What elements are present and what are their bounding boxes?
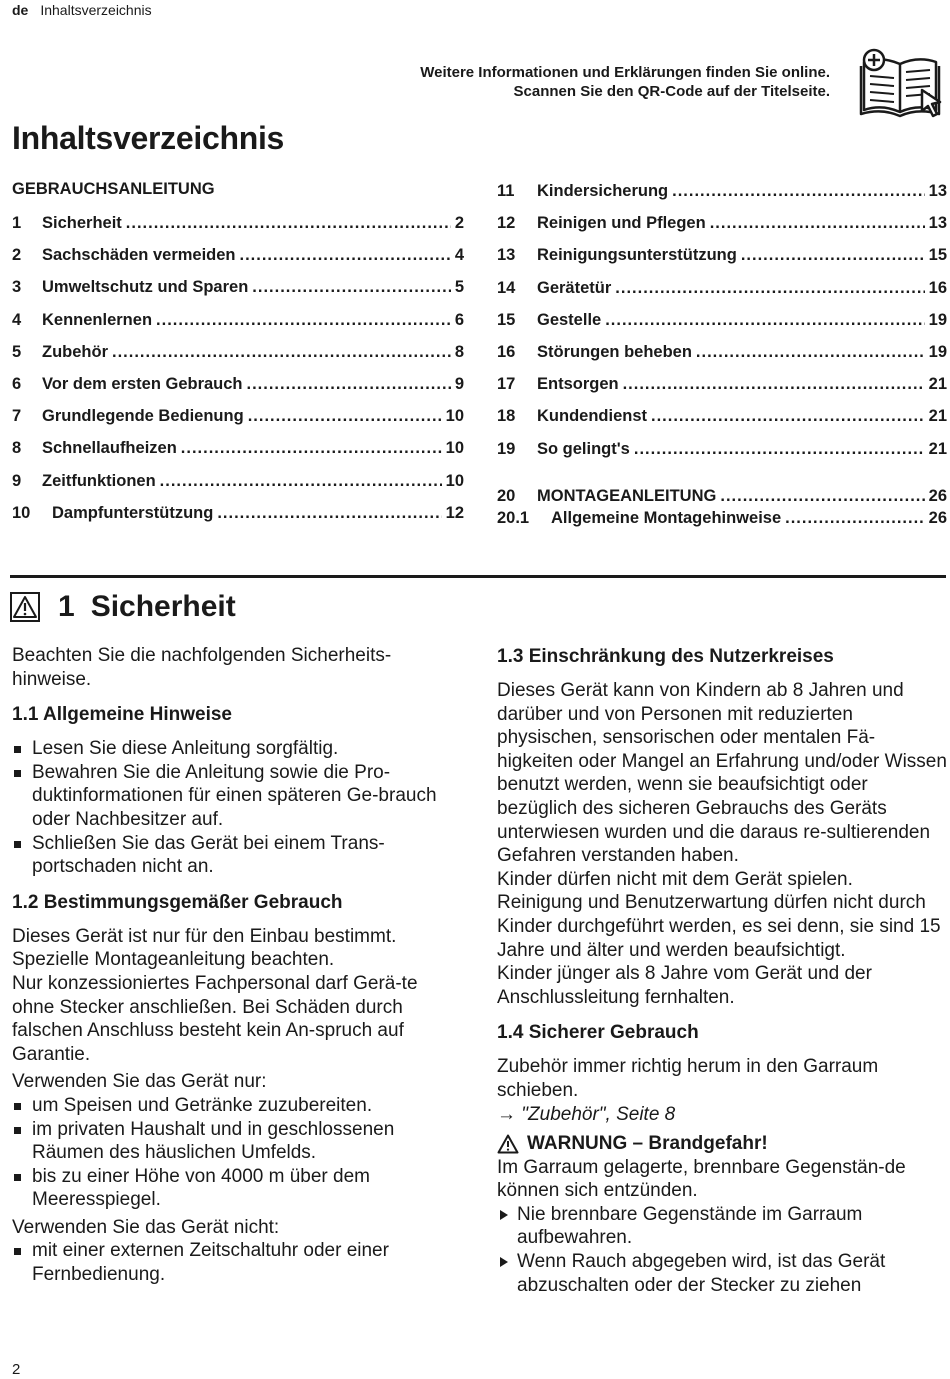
list-item: Bewahren Sie die Anleitung sowie die Pro-duktinformationen für einen späteren Ge-brauch oder Nachbesitzer auf. (12, 761, 457, 832)
toc-leader-dots (623, 375, 925, 394)
cross-reference-link[interactable]: → "Zubehör", Seite 8 (497, 1103, 676, 1125)
toc-entry-label: Kennenlernen (42, 310, 153, 329)
toc-entry[interactable] (497, 276, 947, 298)
toc-entry-label: Umweltschutz und Sparen (42, 278, 249, 297)
toc-entry-page: 10 (445, 407, 464, 426)
toc-entry-number: 5 (12, 342, 22, 361)
toc-entry-label: Kundendienst (537, 407, 647, 426)
toc-entry-page: 19 (928, 343, 947, 361)
toc-entry-label: Allgemeine Montagehinweise (551, 509, 782, 527)
toc-entry-number: 16 (497, 343, 516, 361)
warning-triangle-icon (10, 592, 40, 622)
toc-entry-number: 14 (497, 278, 516, 297)
toc-entry-page: 6 (454, 310, 464, 329)
paragraph: Kinder jünger als 8 Jahre vom Gerät und der Anschlussleitung fernhalten. (497, 963, 872, 1008)
warning-text: Im Garraum gelagerte, brennbare Gegenstän-de können sich entzünden. (497, 1156, 906, 1202)
list-item: Schließen Sie das Gerät bei einem Trans-portschaden nicht an. (12, 832, 457, 879)
toc-entry[interactable] (497, 404, 947, 426)
toc-entry[interactable] (497, 211, 947, 233)
list-use-only (12, 1094, 457, 1212)
toc-entry-number: 6 (12, 375, 22, 393)
toc-entry[interactable] (497, 372, 947, 394)
online-note-line2: Scannen Sie den QR-Code auf der Titelseite. (513, 83, 830, 100)
toc-entry-number: 1 (12, 214, 22, 232)
toc-leader-dots (126, 214, 451, 233)
toc-entry[interactable] (497, 179, 947, 201)
toc-entry-label: Störungen beheben (537, 343, 692, 361)
toc-leader-dots (710, 214, 925, 233)
toc-entry-label: Reinigungsunterstützung (537, 246, 737, 265)
toc-leader-dots (156, 311, 451, 330)
toc-entry[interactable] (12, 372, 464, 394)
toc-entry-label: MONTAGEANLEITUNG (537, 487, 717, 505)
paragraph: Dieses Gerät kann von Kindern ab 8 Jahren und darüber und von Personen mit reduzierten physischen, sensorischen oder mentalen Fä-higkeiten oder Mangel an Erfahrung und/oder Wissen benutzt werden, wenn sie beaufsichtigt oder bezüglich des sicheren Gebrauchs des Geräts unterwiesen wurden und die daraus re-sultierenden Gefahren verstanden haben. (497, 680, 947, 867)
toc-entry-page: 4 (454, 246, 464, 265)
toc-entry-page: 12 (445, 503, 464, 522)
paragraph: Verwenden Sie das Gerät nicht: (12, 1216, 280, 1238)
toc-entry-label: Gestelle (537, 310, 602, 329)
toc-leader-dots (720, 487, 924, 506)
toc-entry[interactable] (497, 506, 947, 528)
list-item: im privaten Haushalt und in geschlossenen Räumen des häuslichen Umfelds. (12, 1118, 457, 1165)
paragraph: Zubehör immer richtig herum in den Garraum schieben. (497, 1056, 879, 1101)
toc-entry[interactable] (12, 275, 464, 297)
toc-leader-dots (240, 246, 451, 265)
heading-1-3: 1.3 Einschränkung des Nutzerkreises (497, 646, 834, 667)
toc-entry-number: 11 (497, 182, 515, 200)
toc-entry[interactable] (12, 501, 464, 523)
toc-entry-number: 10 (12, 503, 31, 522)
heading-1-4: 1.4 Sicherer Gebrauch (497, 1022, 699, 1044)
toc-entry-number: 13 (497, 246, 516, 265)
heading-1-1: 1.1 Allgemeine Hinweise (12, 704, 232, 726)
warning-triangle-icon (497, 1134, 519, 1154)
toc-entry-number: 15 (497, 310, 516, 329)
toc-entry[interactable] (12, 436, 464, 458)
book-plus-icon (858, 48, 944, 120)
toc-entry-label: Grundlegende Bedienung (42, 407, 244, 426)
body-column-left (12, 644, 457, 1287)
toc-entry-number: 17 (497, 375, 516, 394)
toc-leader-dots (181, 439, 442, 458)
body-column-right (497, 645, 947, 1297)
toc-entry-label: Schnellaufheizen (42, 439, 177, 458)
list-item: um Speisen und Getränke zuzubereiten. (12, 1094, 457, 1118)
toc-entry-page: 15 (928, 246, 947, 265)
toc-entry[interactable] (12, 469, 464, 491)
list-general-notes (12, 737, 457, 879)
online-note-line1: Weitere Informationen und Erklärungen finden Sie online. (420, 64, 830, 81)
toc-entry-number: 20 (497, 487, 516, 505)
list-item: Lesen Sie diese Anleitung sorgfältig. (12, 737, 457, 761)
toc-entry-page: 10 (445, 471, 464, 490)
toc-entry-number: 7 (12, 407, 22, 426)
toc-entry-page: 10 (445, 439, 464, 458)
header-section: Inhaltsverzeichnis (40, 2, 152, 18)
toc-entry-page: 21 (928, 439, 947, 458)
language-code: de (12, 2, 29, 18)
toc-entry-label: Sicherheit (42, 214, 122, 232)
toc-entry[interactable] (497, 243, 947, 265)
toc-entry-page: 13 (928, 214, 947, 233)
toc-entry-label: Sachschäden vermeiden (42, 246, 236, 265)
toc-entry-label: Gerätetür (537, 278, 612, 297)
section-divider (10, 575, 946, 578)
toc-entry-number: 19 (497, 439, 516, 458)
warning-heading (497, 1132, 947, 1156)
toc-leader-dots (252, 278, 451, 297)
warning-title: WARNUNG – Brandgefahr! (527, 1133, 768, 1155)
toc-title: Inhaltsverzeichnis (12, 120, 285, 156)
toc-leader-dots (217, 504, 441, 523)
toc-entry-page: 19 (928, 310, 947, 329)
section-number: 1 (58, 590, 75, 623)
paragraph: Verwenden Sie das Gerät nur: (12, 1071, 267, 1093)
intro-text: Beachten Sie die nachfolgenden Sicherheits-hinweise. (12, 645, 392, 690)
list-do-not-use (12, 1239, 457, 1286)
toc-entry-page: 13 (928, 182, 947, 200)
toc-entry-page: 2 (454, 214, 464, 232)
toc-leader-dots (634, 440, 925, 459)
toc-entry-page: 5 (454, 278, 464, 297)
online-note (420, 63, 830, 101)
toc-entry-page: 26 (928, 509, 947, 527)
toc-entry-page: 21 (928, 407, 947, 426)
toc-leader-dots (785, 509, 925, 528)
toc-entry-page: 21 (928, 375, 947, 394)
page-number: 2 (12, 1361, 21, 1378)
toc-leader-dots (605, 311, 924, 330)
paragraph: Dieses Gerät ist nur für den Einbau bestimmt. Spezielle Montageanleitung beachten. (12, 925, 397, 971)
toc-entry-number: 18 (497, 407, 516, 426)
toc-entry-label: Entsorgen (537, 375, 619, 394)
list-item: Wenn Rauch abgegeben wird, ist das Gerät abzuschalten oder der Stecker zu ziehen (497, 1250, 947, 1297)
toc-entry[interactable] (12, 308, 464, 330)
list-item: Nie brennbare Gegenstände im Garraum aufbewahren. (497, 1203, 947, 1250)
toc-entry-label: Dampfunterstützung (52, 503, 214, 522)
list-item: bis zu einer Höhe von 4000 m über dem Meeresspiegel. (12, 1165, 457, 1212)
toc-entry-number: 3 (12, 278, 22, 297)
paragraph: Kinder dürfen nicht mit dem Gerät spielen. (497, 868, 853, 890)
toc-entry-number: 12 (497, 214, 516, 233)
running-header (12, 2, 152, 18)
toc-leader-dots (112, 343, 451, 362)
toc-entry-number: 8 (12, 439, 22, 458)
toc-leader-dots (696, 343, 925, 362)
toc-leader-dots (672, 182, 925, 201)
toc-entry-number: 2 (12, 246, 22, 265)
toc-heading-gebrauchsanleitung: GEBRAUCHSANLEITUNG (12, 180, 215, 198)
toc-entry-page: 9 (454, 375, 464, 393)
toc-leader-dots (160, 472, 442, 491)
toc-entry-number: 9 (12, 471, 22, 490)
paragraph: Reinigung und Benutzerwartung dürfen nicht durch Kinder durchgeführt werden, es sei denn, sie sind 15 Jahre und älter und werden beaufsichtigt. (497, 892, 941, 961)
toc-entry-number: 4 (12, 310, 22, 329)
section-title: Sicherheit (90, 590, 236, 623)
toc-entry[interactable] (12, 211, 464, 233)
toc-leader-dots (248, 407, 442, 426)
heading-1-2: 1.2 Bestimmungsgemäßer Gebrauch (12, 891, 343, 913)
toc-entry-label: So gelingt's (537, 439, 630, 458)
toc-entry-label: Zubehör (42, 342, 108, 361)
toc-entry-label: Zeitfunktionen (42, 471, 156, 490)
toc-leader-dots (615, 279, 924, 298)
toc-entry[interactable] (497, 484, 947, 506)
toc-leader-dots (741, 246, 925, 265)
toc-entry-label: Vor dem ersten Gebrauch (42, 375, 243, 393)
section-heading (10, 590, 236, 624)
toc-entry[interactable] (497, 308, 947, 330)
toc-entry-page: 8 (454, 342, 464, 361)
toc-entry[interactable] (497, 437, 947, 459)
toc-leader-dots (247, 375, 451, 394)
toc-entry-number: 20.1 (497, 509, 530, 527)
toc-entry[interactable] (497, 340, 947, 362)
toc-entry[interactable] (12, 404, 464, 426)
toc-entry-label: Kindersicherung (537, 182, 669, 200)
list-warning-actions (497, 1203, 947, 1297)
toc-leader-dots (651, 407, 925, 426)
toc-entry-page: 26 (928, 487, 947, 505)
toc-entry[interactable] (12, 340, 464, 362)
list-item: mit einer externen Zeitschaltuhr oder einer Fernbedienung. (12, 1239, 457, 1286)
toc-entry-page: 16 (928, 278, 947, 297)
paragraph: Nur konzessioniertes Fachpersonal darf Gerä-te ohne Stecker anschließen. Bei Schäden durch falschen Anschluss besteht kein An-spruch auf Garantie. (12, 972, 418, 1065)
toc-entry-label: Reinigen und Pflegen (537, 214, 706, 233)
toc-entry[interactable] (12, 243, 464, 265)
